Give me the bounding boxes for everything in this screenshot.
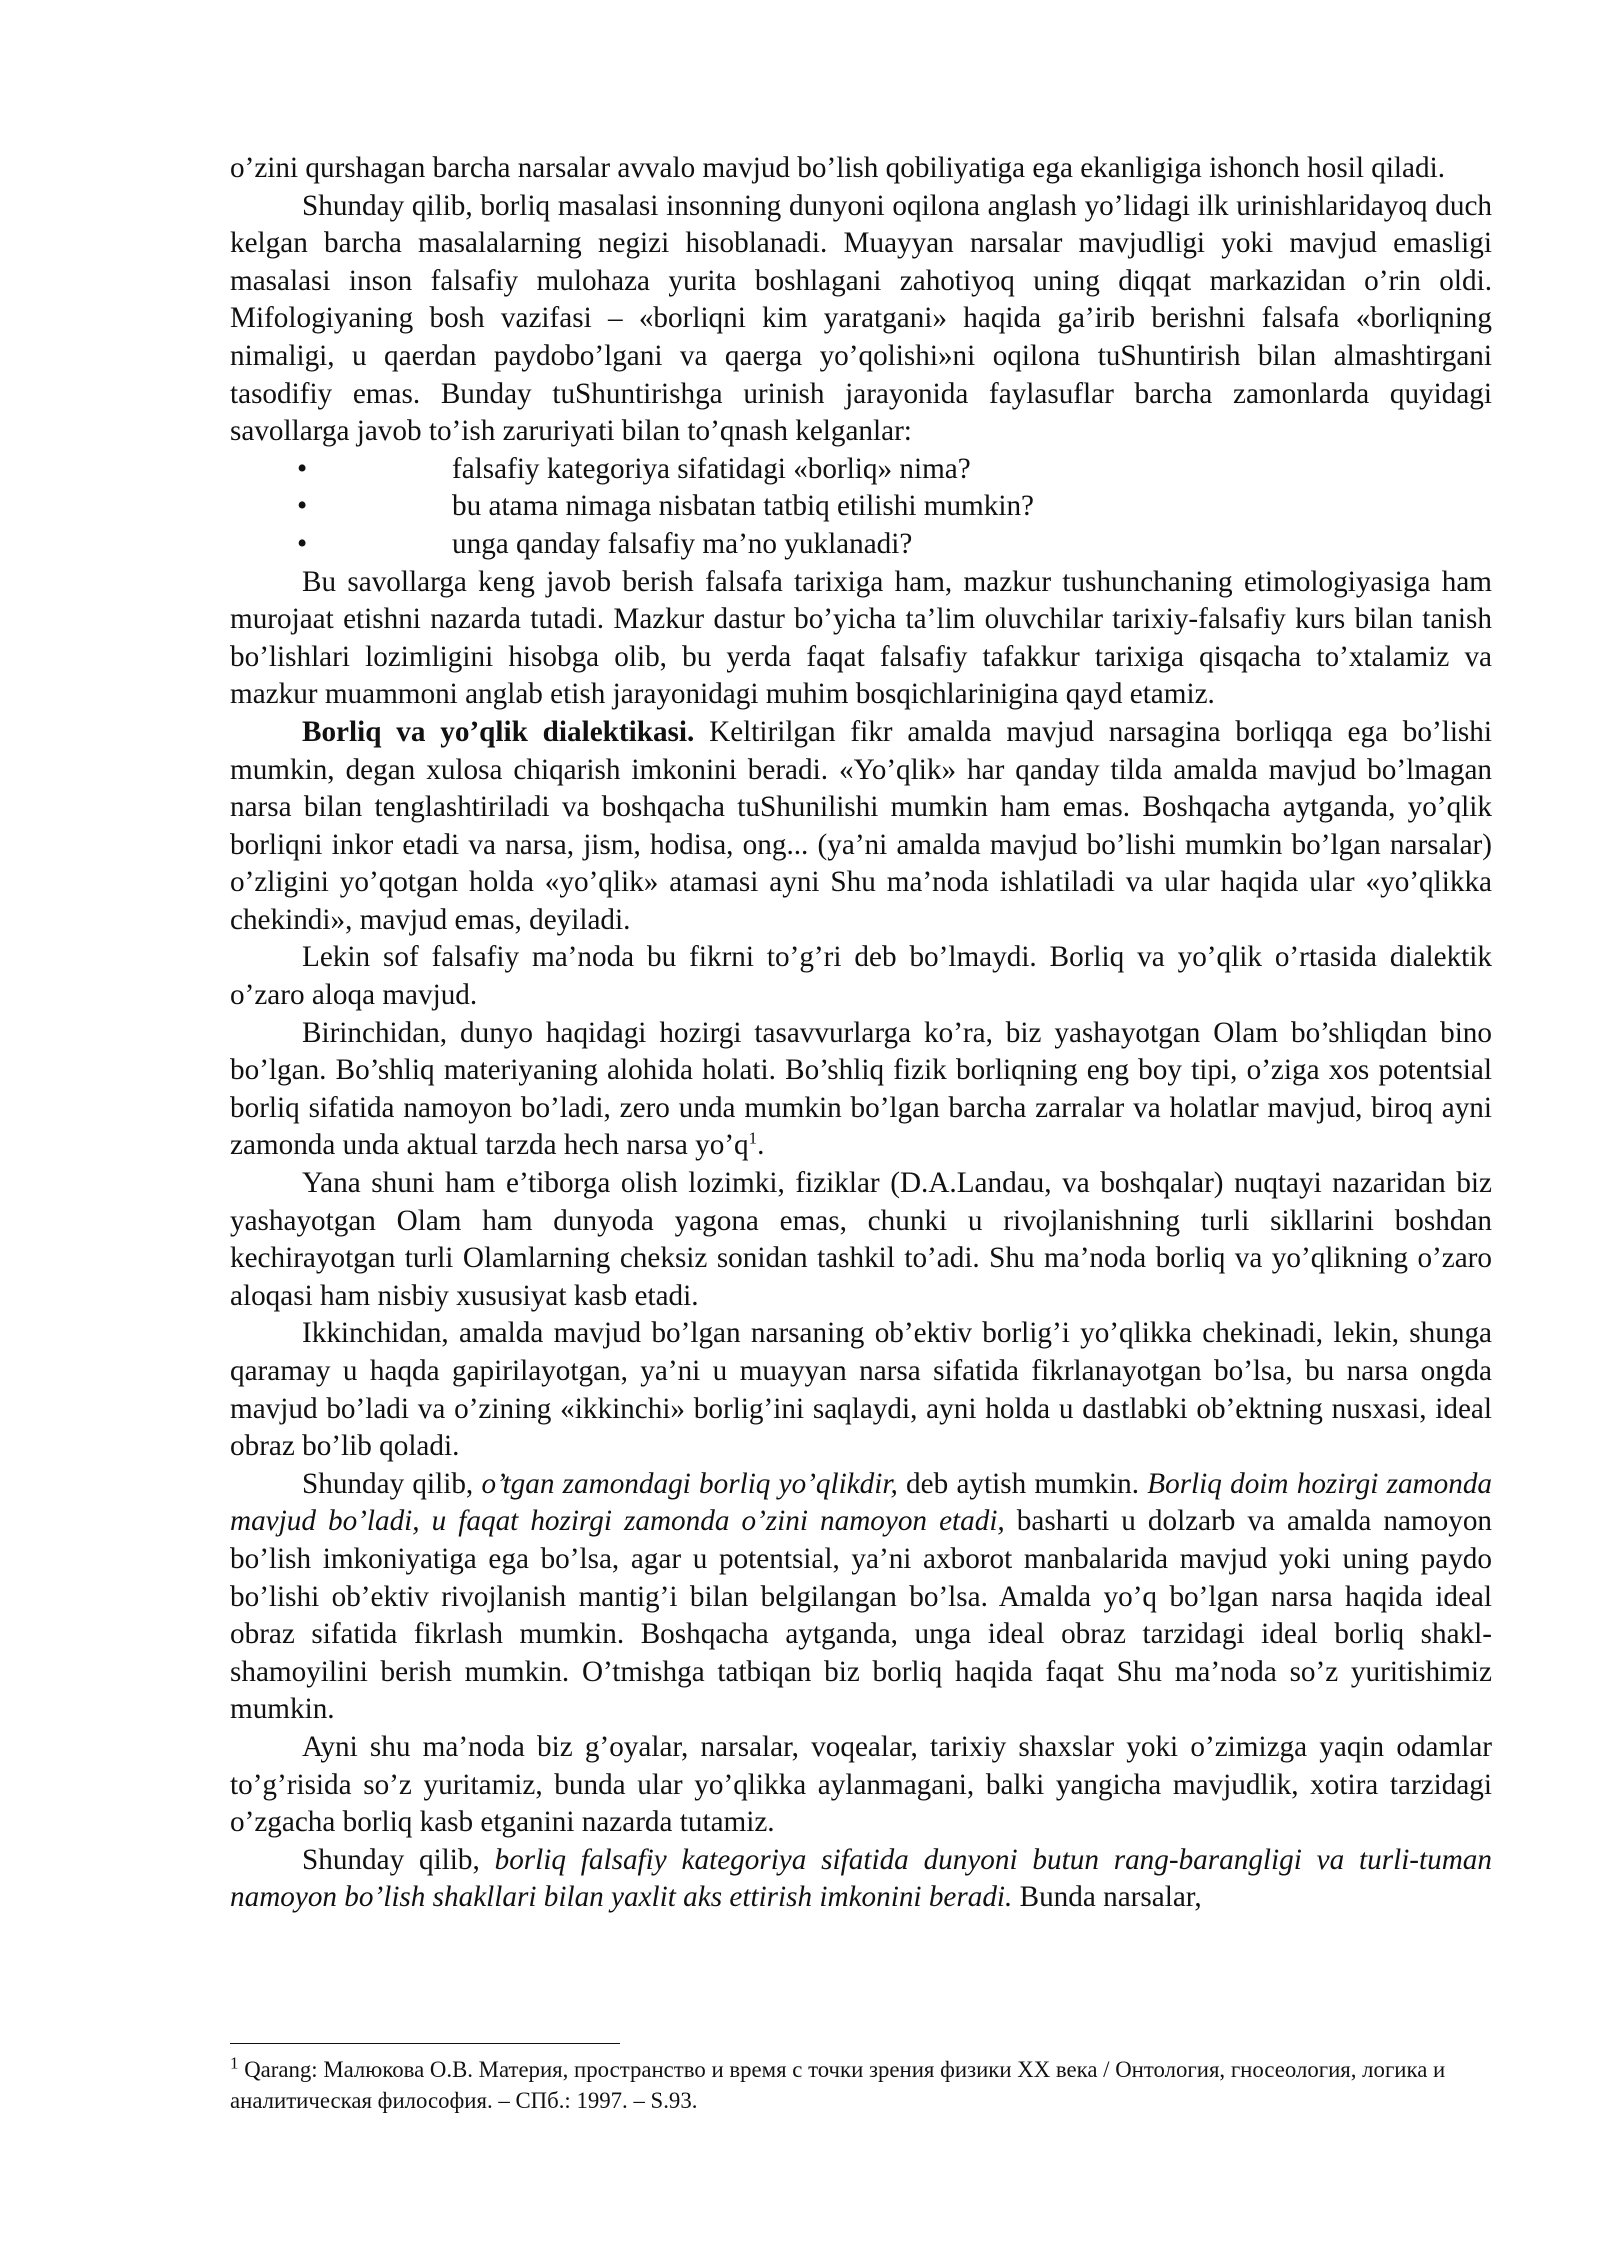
paragraph-text: Bunda narsalar, bbox=[1012, 1881, 1202, 1914]
paragraph-text: deb aytish mumkin. bbox=[897, 1467, 1148, 1500]
paragraph-text-end: . bbox=[757, 1129, 765, 1162]
paragraph-bu: Bu savollarga keng javob berish falsafa tarixiga ham, mazkur tushunchaning etimologiyasiga ham murojaat etishni nazarda tutadi. Mazkur dastur bo’yicha ta’lim oluvchilar tarixiy-falsafiy kurs bilan tanish bo’lishlari lozimligini hisobga olib, bu yerda faqat falsafiy tafakkur tarixiga qisqacha to’xtalamiz va mazkur muammoni anglab etish jarayonidagi muhim bosqichlarinigina qayd etamiz. bbox=[230, 565, 1492, 711]
footnote-text: Qarang: Малюкова О.В. Материя, пространство и время с точки зрения физики XX века / Онтология, гносеология, логика и аналитическая философия. – СПб.: 1997. – S.93. bbox=[230, 2057, 1446, 2113]
bullet-icon: • bbox=[297, 490, 308, 523]
list-item bbox=[230, 451, 1492, 489]
paragraph-borliq-yoqlik bbox=[230, 714, 1492, 940]
document-body bbox=[230, 150, 1492, 1917]
paragraph-kategoriya bbox=[230, 1842, 1492, 1917]
paragraph-ayni: Ayni shu ma’noda biz g’oyalar, narsalar, voqealar, tarixiy shaxslar yoki o’zimizga yaqin odamlar to’g’risida so’z yuritamiz, bunda ular yo’qlikka aylanmagani, balki yangicha mavjudlik, xotira tarzidagi o’zgacha borliq kasb etganini nazarda tutamiz. bbox=[230, 1730, 1492, 1839]
bullet-icon: • bbox=[297, 452, 308, 485]
section-heading: Borliq va yo’qlik dialektikasi. bbox=[302, 715, 695, 748]
paragraph-yana: Yana shuni ham e’tiborga olish lozimki, fiziklar (D.A.Landau, va boshqalar) nuqtayi nazaridan biz yashayotgan Olam ham dunyoda yagona emas, chunki u rivojlanishning turli sikllarini boshdan kechirayotgan turli Olamlarning cheksiz sonidan tashkil to’adi. Shu ma’noda borliq va yo’qlikning o’zaro aloqasi ham nisbiy xususiyat kasb etadi. bbox=[230, 1167, 1492, 1312]
list-item bbox=[230, 526, 1492, 564]
paragraph-text: Keltirilgan fikr amalda mavjud narsagina borliqqa ega bo’lishi mumkin, degan xulosa chiqarish imkonini beradi. «Yo’qlik» har qanday tilda amalda mavjud bo’lmagan narsa bilan tenglashtiriladi va boshqacha tuShunilishi mumkin ham emas. Boshqacha aytganda, yo’qlik borliqni inkor etadi va narsa, jism, hodisa, ong... (ya’ni amalda mavjud bo’lishi mumkin bo’lgan narsalar) o’zligini yo’qotgan holda «yo’qlik» atamasi ayni Shu ma’noda ishlatiladi va ular haqida ular «yo’qlikka chekindi», mavjud emas, deyiladi. bbox=[230, 715, 1492, 936]
paragraph-text: Birinchidan, dunyo haqidagi hozirgi tasavvurlarga ko’ra, biz yashayotgan Olam bo’shliqdan bino bo’lgan. Bo’shliq materiyaning alohida holati. Bo’shliq fizik borliqning eng boy tipi, o’ziga xos potentsial borliq sifatida namoyon bo’ladi, zero unda mumkin bo’lgan barcha zarralar va holatlar mavjud, biroq ayni zamonda unda aktual tarzda hech narsa yo’q bbox=[230, 1016, 1492, 1162]
italic-phrase: Borliq doim hozirgi zamonda mavjud bo’ladi, u faqat hozirgi zamonda o’zini namoyon etadi, bbox=[230, 1467, 1493, 1538]
paragraph-ikkinchidan: Ikkinchidan, amalda mavjud bo’lgan narsaning ob’ektiv borlig’i yo’qlikka chekinadi, lekin, shunga qaramay u haqda gapirilayotgan, ya’ni u muayyan narsa sifatida fikrlanayotgan bo’lsa, bu narsa ongda mavjud bo’ladi va o’zining «ikkinchi» borlig’ini saqlaydi, ayni holda u dastlabki ob’ektning nusxasi, ideal obraz bo’lib qoladi. bbox=[230, 1317, 1492, 1463]
list-item-text: unga qanday falsafiy ma’no yuklanadi? bbox=[452, 527, 913, 560]
italic-phrase: borliq falsafiy kategoriya sifatida dunyoni butun rang-barangligi va turli-tuman namoyon bo’lish shakllari bilan yaxlit aks ettirish imkonini beradi. bbox=[230, 1843, 1492, 1914]
list-item-text: bu atama nimaga nisbatan tatbiq etilishi mumkin? bbox=[452, 490, 1034, 523]
paragraph-lekin: Lekin sof falsafiy ma’noda bu fikrni to’g’ri deb bo’lmaydi. Borliq va yo’qlik o’rtasida dialektik o’zaro aloqa mavjud. bbox=[230, 941, 1492, 1012]
paragraph-intro: o’zini qurshagan barcha narsalar avvalo mavjud bo’lish qobiliyatiga ega ekanligiga ishonch hosil qiladi. bbox=[230, 152, 1445, 184]
paragraph-text: Shunday qilib, bbox=[302, 1467, 482, 1500]
paragraph-text: Shunday qilib, bbox=[302, 1843, 495, 1876]
footnote-separator bbox=[230, 2043, 620, 2044]
bullet-icon: • bbox=[297, 527, 308, 560]
paragraph-shunday: Shunday qilib, borliq masalasi insonning dunyoni oqilona anglash yo’lidagi ilk urinishlaridayoq duch kelgan barcha masalalarning negizi hisoblanadi. Muayyan narsalar mavjudligi yoki mavjud emasligi masalasi inson falsafiy mulohaza yurita boshlagani zahotiyoq uning diqqat markazidan o’rin oldi. Mifologiyaning bosh vazifasi – «borliqni kim yaratgani» haqida ga’irib berishni falsafa «borliqning nimaligi, u qaerdan paydobo’lgani va qaerga yo’qolishi»ni oqilona tuShuntirish bilan almashtirgani tasodifiy emas. Bunday tuShuntirishga urinish jarayonida faylasuflar barcha zamonlarda quyidagi savollarga javob to’ish zaruriyati bilan to’qnash kelganlar: bbox=[230, 189, 1492, 448]
list-item bbox=[230, 488, 1492, 526]
footnote bbox=[230, 2054, 1492, 2116]
italic-phrase: o’tgan zamondagi borliq yo’qlikdir, bbox=[481, 1467, 898, 1500]
paragraph-text: basharti u dolzarb va amalda namoyon bo’lish imkoniyatiga ega bo’lsa, agar u potentsial, ya’ni axborot manbalarida mavjud yoki uning paydo bo’lishi ob’ektiv rivojlanish mantig’i bilan belgilangan bo’lsa. Amalda yo’q bo’lgan narsa haqida ideal obraz sifatida fikrlash mumkin. Boshqacha aytganda, unga ideal obraz tarzidagi ideal borliq shakl-shamoyilini berish mumkin. O’tmishga tatbiqan biz borliq haqida faqat Shu ma’noda so’z yuritishimiz mumkin. bbox=[230, 1505, 1493, 1726]
list-item-text: falsafiy kategoriya sifatidagi «borliq» nima? bbox=[452, 452, 971, 485]
paragraph-otgan-zamon bbox=[230, 1466, 1492, 1729]
footnote-number: 1 bbox=[230, 2053, 239, 2073]
footnote-reference[interactable]: 1 bbox=[748, 1128, 758, 1148]
question-list bbox=[230, 451, 1492, 564]
paragraph-birinchidan bbox=[230, 1015, 1492, 1165]
